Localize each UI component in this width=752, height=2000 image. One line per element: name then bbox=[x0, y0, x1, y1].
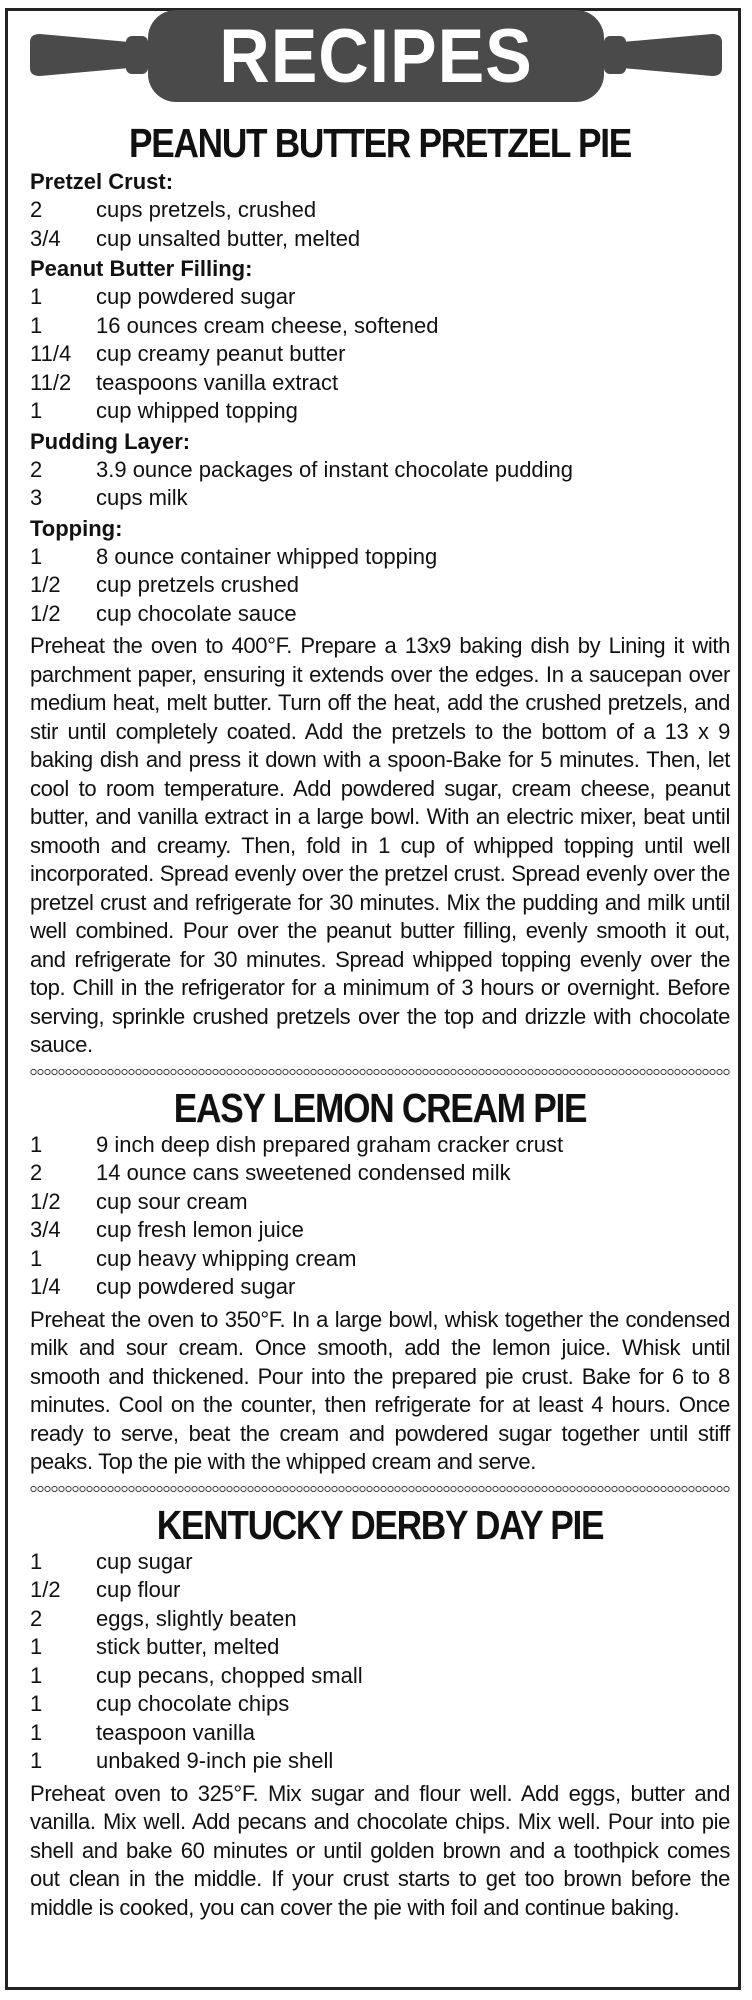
ingredient-text: cup sugar bbox=[96, 1548, 193, 1574]
section-divider bbox=[30, 1484, 730, 1494]
section-heading: Peanut Butter Filling: bbox=[30, 256, 253, 281]
ingredient-text: cup chocolate sauce bbox=[96, 600, 297, 626]
ingredient-text: teaspoon vanilla bbox=[96, 1719, 256, 1745]
ingredient-row bbox=[30, 543, 730, 572]
recipe-peanut-butter-pretzel-pie bbox=[30, 120, 730, 1060]
ingredient-row bbox=[30, 1245, 730, 1274]
ingredient-row bbox=[30, 456, 730, 485]
ingredient-qty: 1/2 bbox=[30, 1188, 61, 1214]
ingredient-row bbox=[30, 369, 730, 398]
ingredient-qty: 1 bbox=[30, 1748, 43, 1773]
ingredient-text: cup creamy peanut butter bbox=[96, 341, 346, 366]
ingredient-row bbox=[30, 1159, 730, 1188]
ingredient-qty: 1/2 bbox=[30, 1577, 61, 1602]
ingredient-qty: 2 bbox=[30, 197, 43, 222]
ingredient-text: cup pecans, chopped small bbox=[96, 1662, 363, 1688]
ingredient-row bbox=[30, 283, 730, 312]
ingredient-text: teaspoons vanilla extract bbox=[96, 369, 339, 395]
ingredient-row bbox=[30, 1605, 730, 1634]
ingredient-row bbox=[30, 1548, 730, 1577]
banner-title: RECIPES bbox=[219, 14, 533, 99]
ingredient-text: cup powdered sugar bbox=[96, 1274, 296, 1299]
ingredient-text: eggs, slightly beaten bbox=[96, 1605, 297, 1631]
ingredient-qty: 1 bbox=[30, 1719, 43, 1745]
section-divider bbox=[30, 1067, 730, 1077]
ingredient-qty: 1 bbox=[30, 398, 43, 423]
ingredient-text: cup fresh lemon juice bbox=[96, 1217, 304, 1242]
recipe-directions: Preheat the oven to 400°F. Prepare a 13x9 baking dish by Lining it with parchment paper, ensuring it extends over the edges. In a saucepan over medium heat, melt butter. Turn off the heat, add the crushed pretzels, and stir until completely coated. Add the pretzels to the bottom of a 13 x 9 baking dish and press it down with a spoon-Bake for 5 minutes. Then, let cool to room temperature. Add powdered sugar, cream cheese, peanut butter, and vanilla extract in a large bowl. With an electric mixer, beat until smooth and creamy. Then, fold in 1 cup of whipped topping until well incorporated. Spread evenly over the pretzel crust. Spread evenly over the pretzel crust and refrigerate for 30 minutes. Mix the pudding and milk until well combined. Pour over the peanut butter filling, evenly smooth it out, and refrigerate for 30 minutes. Spread whipped topping evenly over the top. Chill in the refrigerator for a minimum of 3 hours or overnight. Before serving, sprinkle crushed pretzels over the top and drizzle with chocolate sauce. bbox=[30, 633, 730, 1057]
ingredient-text: cups pretzels, crushed bbox=[96, 197, 317, 222]
ingredient-text: cup chocolate chips bbox=[96, 1691, 290, 1716]
ingredient-row bbox=[30, 196, 730, 225]
ingredient-row bbox=[30, 571, 730, 600]
ingredient-text: cup heavy whipping cream bbox=[96, 1245, 357, 1271]
ingredient-qty: 3/4 bbox=[30, 1217, 61, 1242]
ingredient-text: 14 ounce cans sweetened condensed milk bbox=[96, 1160, 511, 1185]
ingredient-text: cup unsalted butter, melted bbox=[96, 225, 361, 251]
ingredient-text: cup sour cream bbox=[96, 1188, 248, 1214]
ingredient-qty: 1 bbox=[30, 284, 43, 309]
ingredient-row bbox=[30, 340, 730, 369]
rolling-pin-banner bbox=[0, 0, 752, 110]
ingredient-qty: 1 bbox=[30, 543, 43, 569]
ingredient-row bbox=[30, 225, 730, 254]
ingredient-qty: 1/4 bbox=[30, 1274, 61, 1299]
ingredient-row bbox=[30, 1576, 730, 1605]
ingredient-row bbox=[30, 1719, 730, 1748]
ingredient-qty: 1 bbox=[30, 1548, 43, 1574]
ingredient-row bbox=[30, 484, 730, 513]
ingredient-qty: 1 bbox=[30, 312, 43, 338]
ingredient-qty: 1 bbox=[30, 1662, 43, 1688]
recipe-title: PEANUT BUTTER PRETZEL PIE bbox=[129, 120, 631, 166]
section-heading: Pudding Layer: bbox=[30, 428, 191, 454]
ingredient-qty: 3 bbox=[30, 485, 43, 510]
ingredient-text: cup flour bbox=[96, 1577, 181, 1602]
ingredient-row bbox=[30, 1188, 730, 1217]
ingredient-text: 8 ounce container whipped topping bbox=[96, 543, 438, 569]
ingredient-qty: 1 bbox=[30, 1634, 43, 1659]
ingredient-qty: 11/4 bbox=[30, 341, 72, 366]
ingredient-qty: 11/2 bbox=[30, 369, 72, 395]
recipe-easy-lemon-cream-pie bbox=[30, 1085, 730, 1477]
recipe-title: EASY LEMON CREAM PIE bbox=[173, 1084, 587, 1131]
section-heading: Topping: bbox=[30, 515, 123, 541]
ingredient-qty: 2 bbox=[30, 1160, 43, 1185]
ingredient-text: unbaked 9-inch pie shell bbox=[96, 1748, 334, 1773]
ingredient-row bbox=[30, 600, 730, 629]
ingredient-text: cups milk bbox=[96, 485, 188, 510]
ingredient-row bbox=[30, 397, 730, 426]
ingredient-text: 16 ounces cream cheese, softened bbox=[96, 312, 439, 338]
ingredient-qty: 1/2 bbox=[30, 572, 61, 597]
ingredient-row bbox=[30, 1216, 730, 1245]
ingredient-text: cup powdered sugar bbox=[96, 284, 296, 309]
ingredient-row bbox=[30, 1273, 730, 1302]
ingredient-qty: 1 bbox=[30, 1245, 43, 1271]
recipe-title: KENTUCKY DERBY DAY PIE bbox=[156, 1501, 604, 1548]
ingredient-qty: 3/4 bbox=[30, 225, 61, 251]
ingredient-qty: 2 bbox=[30, 456, 43, 482]
recipe-column bbox=[30, 120, 730, 1922]
ingredient-qty: 1/2 bbox=[30, 600, 61, 626]
ingredient-text: 9 inch deep dish prepared graham cracker crust bbox=[96, 1131, 564, 1157]
section-heading: Pretzel Crust: bbox=[30, 169, 174, 194]
ingredient-row bbox=[30, 1633, 730, 1662]
ingredient-qty: 1 bbox=[30, 1131, 43, 1157]
ingredient-row bbox=[30, 1747, 730, 1776]
ingredient-row bbox=[30, 1690, 730, 1719]
ingredient-row bbox=[30, 1662, 730, 1691]
ingredient-text: 3.9 ounce packages of instant chocolate pudding bbox=[96, 456, 574, 482]
recipe-kentucky-derby-day-pie bbox=[30, 1502, 730, 1923]
ingredient-row bbox=[30, 1131, 730, 1160]
recipe-directions: Preheat the oven to 350°F. In a large bowl, whisk together the condensed milk and sour cream. Once smooth, add the lemon juice. Whisk until smooth and thickened. Pour into the prepared pie crust. Bake for 6 to 8 minutes. Cool on the counter, then refrigerate for at least 4 hours. Once ready to serve, beat the cream and powdered sugar together until stiff peaks. Top the pie with the whipped cream and serve. bbox=[30, 1306, 730, 1474]
ingredient-qty: 2 bbox=[30, 1605, 43, 1631]
ingredient-text: cup whipped topping bbox=[96, 398, 298, 423]
recipe-directions: Preheat oven to 325°F. Mix sugar and flour well. Add eggs, butter and vanilla. Mix well. Add pecans and chocolate chips. Mix well. Pour into pie shell and bake 60 minutes or until golden brown and a toothpick comes out clean in the middle. If your crust starts to get too brown before the middle is cooked, you can cover the pie with foil and continue baking. bbox=[30, 1780, 730, 1920]
ingredient-text: cup pretzels crushed bbox=[96, 572, 299, 597]
ingredient-qty: 1 bbox=[30, 1691, 43, 1716]
ingredient-row bbox=[30, 312, 730, 341]
ingredient-text: stick butter, melted bbox=[96, 1634, 280, 1659]
